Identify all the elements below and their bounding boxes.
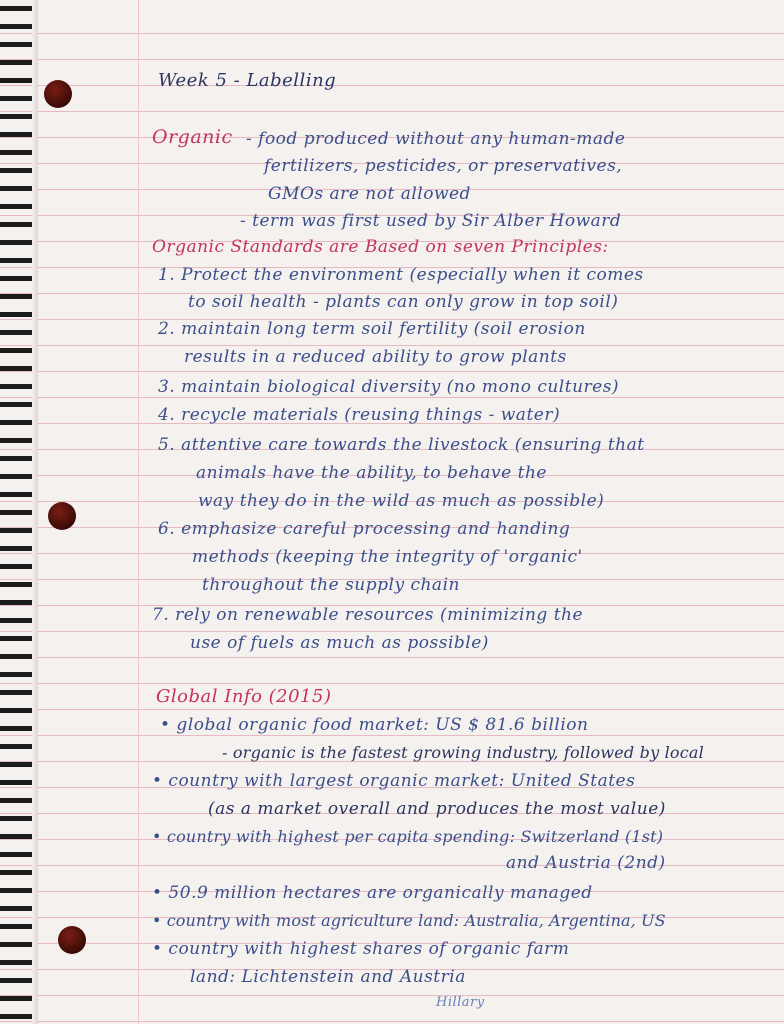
spiral-binding: [0, 0, 38, 1024]
principle-line: 2. maintain long term soil fertility (soil erosion: [158, 319, 586, 339]
principle-line: 4. recycle materials (reusing things - water): [158, 405, 561, 425]
punch-hole-bottom: [58, 926, 86, 954]
principle-line: to soil health - plants can only grow in top soil): [188, 292, 619, 312]
global-info-line: • country with most agriculture land: Australia, Argentina, US: [152, 911, 666, 930]
principle-line: 7. rely on renewable resources (minimizing the: [152, 605, 584, 625]
margin-line: [138, 0, 139, 1024]
global-info-line: • country with largest organic market: United States: [152, 771, 636, 791]
global-info-line: • 50.9 million hectares are organically managed: [152, 883, 593, 903]
principle-line: animals have the ability, to behave the: [196, 463, 547, 483]
principle-line: 5. attentive care towards the livestock (ensuring that: [158, 435, 645, 455]
page-title: Week 5 - Labelling: [158, 70, 337, 91]
punch-hole-middle: [48, 502, 76, 530]
punch-hole-top: [44, 80, 72, 108]
global-info-line: land: Lichtenstein and Austria: [190, 967, 466, 987]
organic-heading: Organic: [152, 126, 233, 148]
principle-line: throughout the supply chain: [202, 575, 460, 595]
global-info-line: • country with highest per capita spending: Switzerland (1st): [152, 827, 664, 846]
principle-line: 6. emphasize careful processing and handing: [158, 519, 571, 539]
global-info-line: • country with highest shares of organic farm: [152, 939, 570, 959]
global-heading: Global Info (2015): [156, 686, 332, 707]
global-info-line: • global organic food market: US $ 81.6 billion: [160, 715, 589, 735]
global-info-line: and Austria (2nd): [506, 853, 666, 873]
standards-heading: Organic Standards are Based on seven Principles:: [152, 237, 609, 257]
principle-line: 3. maintain biological diversity (no mono cultures): [158, 377, 620, 397]
principle-line: results in a reduced ability to grow plants: [184, 347, 567, 367]
organic-definition-2: fertilizers, pesticides, or preservatives,: [264, 156, 623, 176]
signature: Hillary: [436, 995, 485, 1010]
principle-line: methods (keeping the integrity of 'organic': [192, 547, 583, 567]
organic-definition-3: GMOs are not allowed: [268, 184, 471, 204]
organic-definition-1: - food produced without any human-made: [246, 129, 626, 149]
principle-line: use of fuels as much as possible): [190, 633, 489, 653]
global-info-line: (as a market overall and produces the most value): [208, 799, 666, 819]
principle-line: 1. Protect the environment (especially when it comes: [158, 265, 644, 285]
principle-line: way they do in the wild as much as possible): [198, 491, 605, 511]
global-info-line: - organic is the fastest growing industry, followed by local: [222, 743, 704, 762]
organic-definition-4: - term was first used by Sir Alber Howard: [240, 211, 622, 231]
